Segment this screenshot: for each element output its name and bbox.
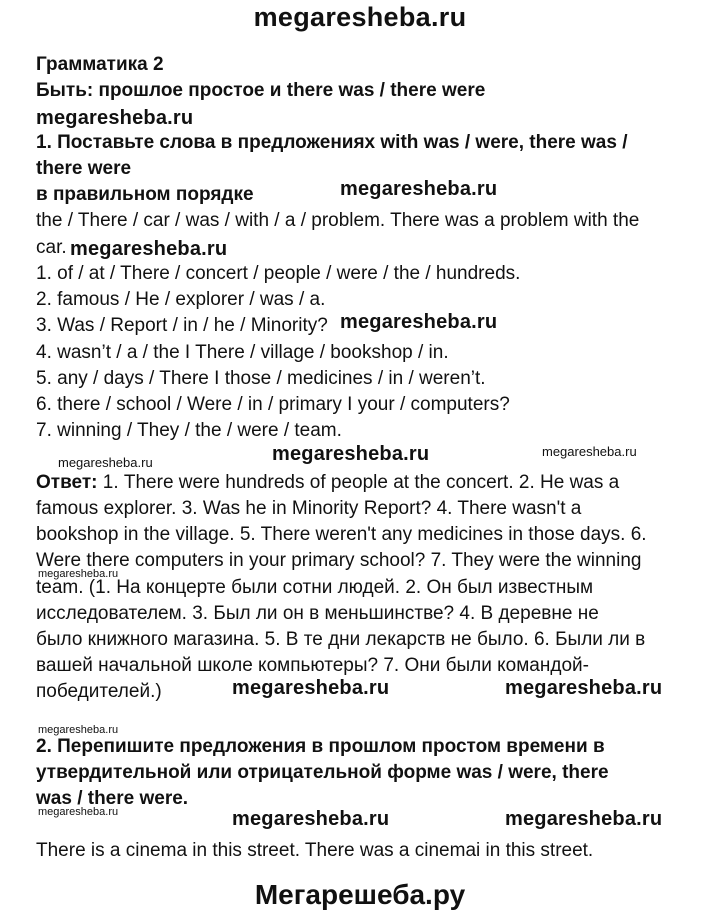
answer-line: Were there computers in your primary school? 7. They were the winning [36, 550, 642, 571]
task1-example-line2: car. [36, 237, 67, 258]
watermark: megaresheba.ru [232, 808, 390, 830]
answer-label: Ответ: [36, 472, 98, 493]
task2-title-line1: 2. Перепишите предложения в прошлом простом времени в [36, 736, 605, 757]
task1-title-line1: 1. Поставьте слова в предложениях with was / were, there was / [36, 132, 628, 153]
watermark: megaresheba.ru [70, 238, 228, 260]
watermark: megaresheba.ru [340, 311, 498, 333]
section-subtitle: Быть: прошлое простое и there was / there were [36, 80, 486, 101]
list-item: 4. wasn’t / a / the I There / village / bookshop / in. [36, 342, 449, 363]
answer-text: 1. There were hundreds of people at the concert. 2. He was a [97, 472, 620, 493]
answer-line: вашей начальной школе компьютеры? 7. Они были командой- [36, 655, 589, 676]
list-item: 3. Was / Report / in / he / Minority? [36, 315, 328, 336]
watermark: megaresheba.ru [58, 455, 153, 470]
watermark: megaresheba.ru [340, 178, 498, 200]
watermark: megaresheba.ru [505, 808, 663, 830]
watermark: megaresheba.ru [542, 444, 637, 459]
list-item: 1. of / at / There / concert / people / were / the / hundreds. [36, 263, 521, 284]
list-item: 7. winning / They / the / were / team. [36, 420, 342, 441]
task2-example: There is a cinema in this street. There was a cinemai in this street. [36, 840, 594, 861]
watermark: megaresheba.ru [272, 443, 430, 465]
site-header: megaresheba.ru [253, 2, 467, 32]
watermark: megaresheba.ru [38, 724, 119, 736]
task1-title-line2: there were [36, 158, 132, 179]
watermark: megaresheba.ru [38, 568, 119, 580]
site-footer: Мегарешеба.ру [254, 879, 466, 910]
list-item: 6. there / school / Were / in / primary I your / computers? [36, 394, 510, 415]
section-title: Грамматика 2 [36, 54, 164, 75]
answer-line: победителей.) [36, 681, 162, 702]
watermark: megaresheba.ru [505, 677, 663, 699]
task1-title-line3: в правильном порядке [36, 184, 254, 205]
answer-line: исследователем. 3. Был ли он в меньшинстве? 4. В деревне не [36, 603, 599, 624]
watermark: megaresheba.ru [36, 107, 194, 129]
watermark: megaresheba.ru [232, 677, 390, 699]
answer-line [36, 472, 619, 494]
task1-example-line1: the / There / car / was / with / a / problem. There was a problem with the [36, 210, 640, 231]
task2-title-line2: утвердительной или отрицательной форме was / were, there [36, 762, 609, 783]
answer-line: famous explorer. 3. Was he in Minority Report? 4. There wasn't a [36, 498, 582, 519]
answer-line: было книжного магазина. 5. В те дни лекарств не было. 6. Были ли в [36, 629, 646, 650]
answer-line: bookshop in the village. 5. There weren't any medicines in those days. 6. [36, 524, 647, 545]
answer-line: team. (1. На концерте были сотни людей. 2. Он был известным [36, 577, 594, 598]
list-item: 2. famous / He / explorer / was / a. [36, 289, 326, 310]
watermark: megaresheba.ru [38, 806, 119, 818]
list-item: 5. any / days / There I those / medicines / in / weren’t. [36, 368, 486, 389]
task2-title-line3: was / there were. [36, 788, 189, 809]
